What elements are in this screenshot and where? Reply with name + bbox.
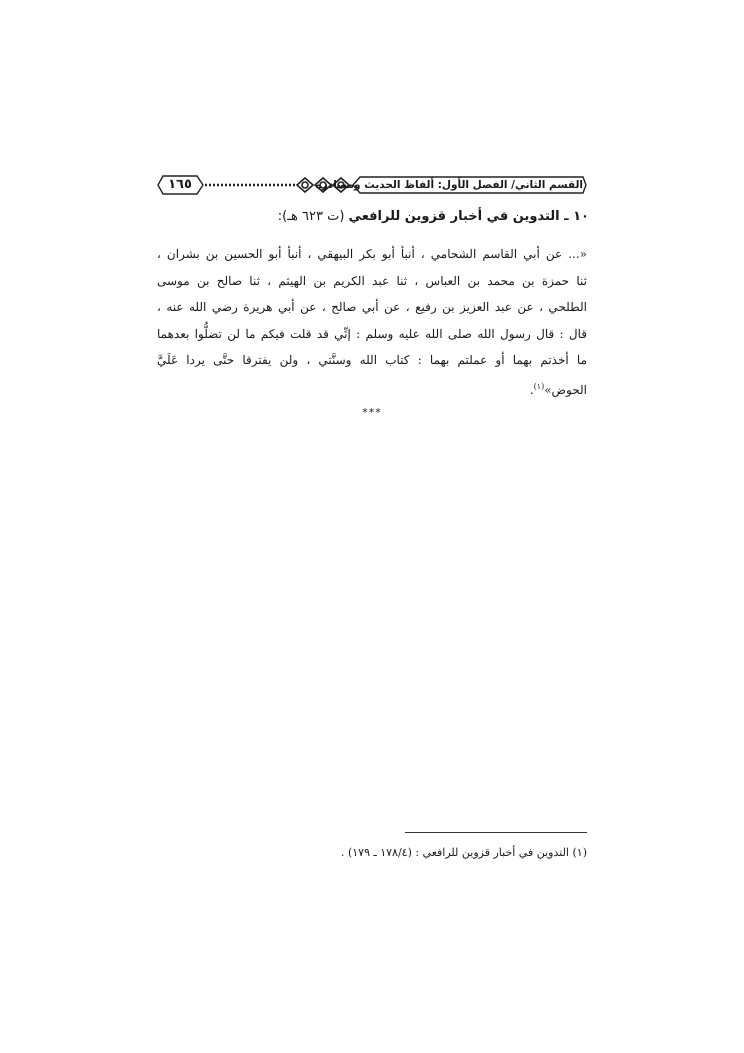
footnote-divider — [405, 832, 587, 833]
body-line: ما أخذتم بهما أو عملتم بهما : كتاب الله وسنَّتي ، ولن يفترقا حتَّى يردا عَلَيَّ — [157, 353, 587, 368]
section-heading — [149, 209, 589, 224]
body-line: الطلحي ، عن عبد العزيز بن رفيع ، عن أبي صالح ، عن أبي هريرة رضي الله عنه ، — [157, 300, 587, 315]
section-separator: *** — [362, 406, 382, 419]
body-line: ثنا حمزة بن محمد بن العباس ، ثنا عبد الكريم بن الهيثم ، ثنا صالح بن موسى — [157, 273, 587, 288]
body-paragraph — [157, 241, 587, 401]
body-line: «... عن أبي القاسم الشحامي ، أنبأ أبو بكر البيهقي ، أنبأ أبو الحسين بن بشران ، — [157, 247, 587, 261]
footnote: (١) التدوين في أخبار قزوين للرافعي : (١٧٨/٤ ـ ١٧٩) . — [340, 846, 587, 859]
body-line-last — [157, 374, 587, 401]
body-line-text: الحوض» — [544, 382, 587, 397]
footnote-reference[interactable]: (١) — [533, 381, 545, 391]
section-date: (ت ٦٢٣ هـ): — [277, 209, 345, 224]
running-title: القسم الثاني/ الفصل الأول: ألفاظ الحديث ومصادره — [315, 179, 583, 191]
body-line: قال : قال رسول الله صلى الله عليه وسلم : إنِّي قد قلت فيكم ما لن تضلُّوا بعدهما — [157, 326, 587, 341]
page-header — [157, 174, 587, 196]
body-line-period: . — [529, 382, 534, 397]
section-title: ١٠ ـ التدوين في أخبار قزوين للرافعي — [348, 209, 589, 224]
page-number: ١٦٥ — [168, 177, 192, 192]
